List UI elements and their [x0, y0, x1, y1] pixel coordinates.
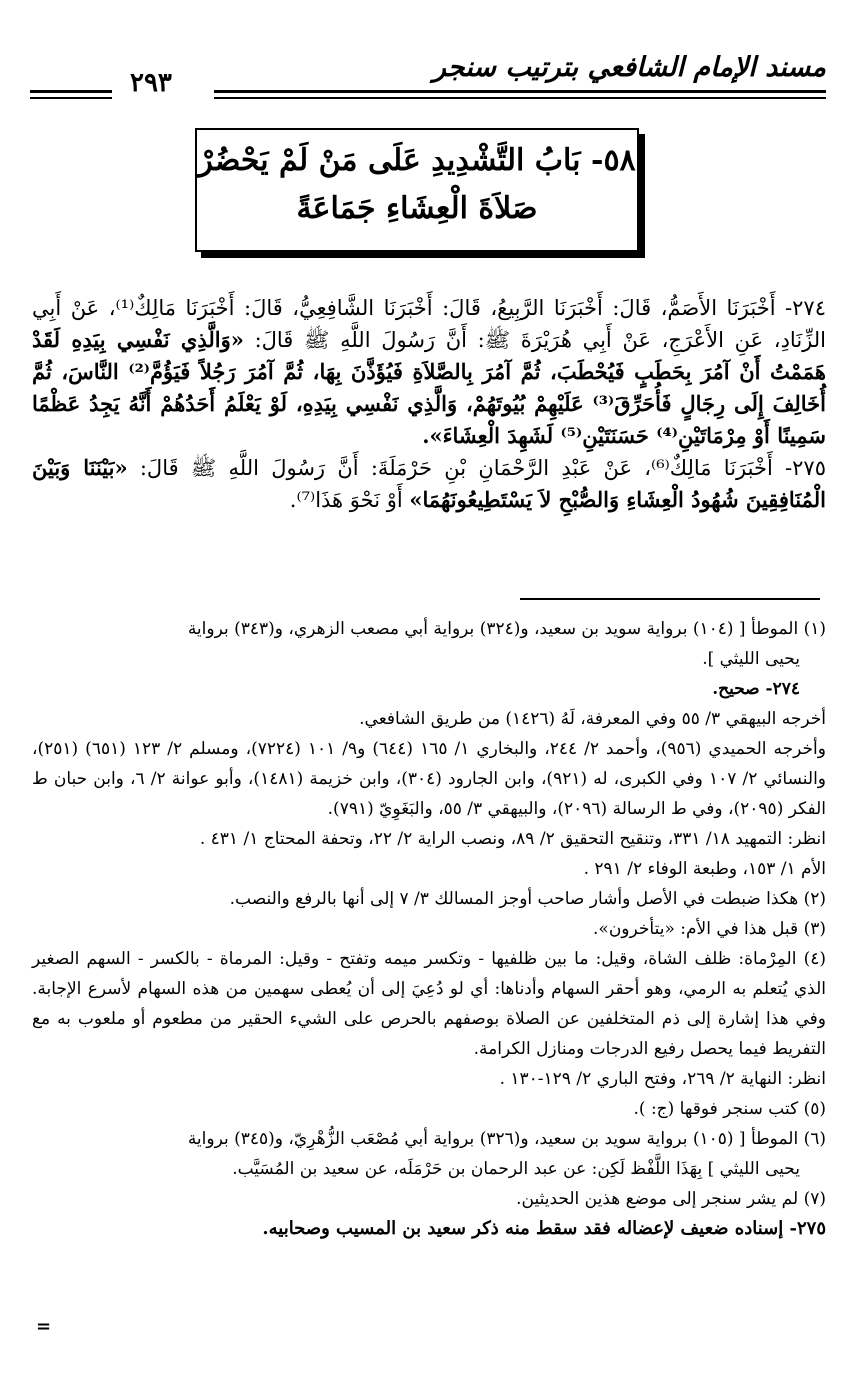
footnote-3: (٣) قبل هذا في الأم: «يتأخرون».	[593, 919, 826, 939]
header-rule-left	[30, 90, 112, 99]
takhrij-274-text-4: الأم ١/ ١٥٣، وطبعة الوفاء ٢/ ٢٩١ .	[583, 859, 826, 879]
header-rule-right	[214, 90, 826, 99]
chapter-heading-box	[195, 128, 639, 252]
continuation-mark: =	[36, 1316, 52, 1337]
hadith-275-tail: أَوْ نَحْوَ هَذَا⁽⁷⁾.	[289, 488, 410, 512]
footnote-4-reference: انظر: النهاية ٢/ ٢٦٩، وفتح الباري ٢/ ١٢٩-١٣٠ .	[499, 1069, 826, 1089]
page-number: ٢٩٣	[130, 68, 172, 98]
takhrij-274-text-2: وأخرجه الحميدي (٩٥٦)، وأحمد ٢/ ٢٤٤، والبخاري ١/ ١٦٥ (٦٤٤) و٩/ ١٠١ (٧٢٢٤)، ومسلم ٢/ ١٢٣ (٦٥١) (٢٥١)، والنسائي ٢/ ١٠٧ وفي الكبرى، له (٩٢١)، وابن الجارود (٣٠٤)، وابن خزيمة (١٤٨١)، وأبو عوانة ٢/ ٦، وابن حبان ط الفكر (٢٠٩٥)، وفي ط الرسالة (٢٠٩٦)، والبيهقي ٣/ ٥٥، والبَغَوِيّ (٧٩١).	[32, 739, 826, 819]
main-text	[32, 292, 826, 516]
footnote-6-line-1: (٦) الموطأ [ (١٠٥) برواية سويد بن سعيد، و(٣٢٦) برواية أبي مُصْعَب الزُّهْرِيّ، و(٣٤٥) برواية	[187, 1129, 826, 1149]
footnote-1-line-2: يحيى الليثي ].	[702, 649, 800, 669]
page-header	[30, 48, 826, 108]
takhrij-274-text-1: أخرجه البيهقي ٣/ ٥٥ وفي المعرفة، لَهُ (١٤٢٦) من طريق الشافعي.	[359, 709, 826, 729]
hadith-274-matn: «وَالَّذِي نَفْسِي بِيَدِهِ لَقَدْ هَمَمْتُ أَنْ آمُرَ بِحَطَبٍ فَيُحْطَبَ، ثُمَّ آمُرَ بِالصَّلاَةِ فَيُؤَذَّنَ بِهَا، ثُمَّ آمُرَ رَجُلاً فَيَؤُمَّ⁽²⁾ النَّاسَ، ثُمَّ أُخَالِفَ إِلَى رِجَالٍ فَأُحَرِّقَ⁽³⁾ عَلَيْهِمْ بُيُوتَهُمْ، وَالَّذِي نَفْسِي بِيَدِهِ، لَوْ يَعْلَمُ أَحَدُهُمْ أَنَّهُ يَجِدُ عَظْمًا سَمِينًا أَوْ مِرْمَاتَيْنِ⁽⁴⁾ حَسَنَتَيْنِ⁽⁵⁾ لَشَهِدَ الْعِشَاءَ».	[32, 327, 826, 448]
hadith-275-isnad: ٢٧٥- أَخْبَرَنَا مَالِكٌ⁽⁶⁾، عَنْ عَبْدِ الرَّحْمَانِ بْنِ حَرْمَلَةَ: أَنَّ رَسُولَ اللَّهِ ﷺ قَالَ:	[127, 456, 826, 480]
footnote-separator	[520, 598, 820, 600]
footnote-1-line-1: (١) الموطأ [ (١٠٤) برواية سويد بن سعيد، و(٣٢٤) برواية أبي مصعب الزهري، و(٣٤٣) برواية	[187, 619, 826, 639]
footnote-2: (٢) هكذا ضبطت في الأصل وأشار صاحب أوجز المسالك ٣/ ٧ إلى أنها بالرفع والنصب.	[229, 889, 826, 909]
footnote-6-line-2: يحيى الليثي ] بِهَذَا اللَّفْظ لَكِن: عن عبد الرحمان بن حَرْمَلَه، عن سعيد بن المُسَيَّب.	[232, 1159, 800, 1179]
footnotes	[32, 614, 826, 1244]
takhrij-275: ٢٧٥- إسناده ضعيف لإعضاله فقد سقط منه ذكر سعيد بن المسيب وصحابيه.	[262, 1218, 826, 1239]
footnote-5: (٥) كتب سنجر فوقها (ج: ).	[633, 1099, 826, 1119]
hadith-274-isnad: ٢٧٤- أَخْبَرَنَا الأَصَمُّ، قَالَ: أَخْبَرَنَا الرَّبِيعُ، قَالَ: أَخْبَرَنَا الشَّافِعِيُّ، قَالَ: أَخْبَرَنَا مَالِكٌ⁽¹⁾، عَنْ أَبِي الزِّنَادِ، عَنِ الأَعْرَجِ، عَنْ أَبِي هُرَيْرَةَ ﷺ: أَنَّ رَسُولَ اللَّهِ ﷺ قَالَ:	[32, 296, 826, 352]
book-title: مسند الإمام الشافعي بترتيب سنجر	[432, 52, 826, 83]
footnote-7: (٧) لم يشر سنجر إلى موضع هذين الحديثين.	[516, 1189, 826, 1209]
takhrij-274-grade: ٢٧٤- صحيح.	[712, 679, 800, 699]
chapter-title-line-1: ٥٨- بَابُ التَّشْدِيدِ عَلَى مَنْ لَمْ يَحْضُرْ	[198, 143, 636, 178]
takhrij-274-text-3: انظر: التمهيد ١٨/ ٣٣١، وتنقيح التحقيق ٢/ ٨٩، ونصب الراية ٢/ ٢٢، وتحفة المحتاج ١/ ٤٣١ .	[199, 829, 826, 849]
footnote-4: (٤) المِرْماة: ظلف الشاة، وقيل: ما بين ظلفيها - وتكسر ميمه وتفتح - وقيل: المرماة - بالكسر - السهم الصغير الذي يُتعلم به الرمي، وهو أحقر السهام وأدناها: أي لو دُعِيَ إلى أن يُعطى سهمين من هذه السهام لأسرع الإجابة. وفي هذا إشارة إلى ذم المتخلفين عن الصلاة بوصفهم بالحرص على الشيء الحقير من مطعوم أو ملعوب به مع التفريط فيما يحصل رفيع الدرجات ومنازل الكرامة.	[32, 949, 826, 1059]
hadith-275-matn: «بَيْنَنَا وَبَيْنَ الْمُنَافِقِينَ شُهُودُ الْعِشَاءِ وَالصُّبْحِ لاَ يَسْتَطِيعُونَهُمَا»	[32, 455, 826, 512]
hadith-274	[32, 292, 826, 452]
chapter-title-line-2: صَلاَةَ الْعِشَاءِ جَمَاعَةً	[296, 191, 538, 226]
hadith-275	[32, 452, 826, 516]
